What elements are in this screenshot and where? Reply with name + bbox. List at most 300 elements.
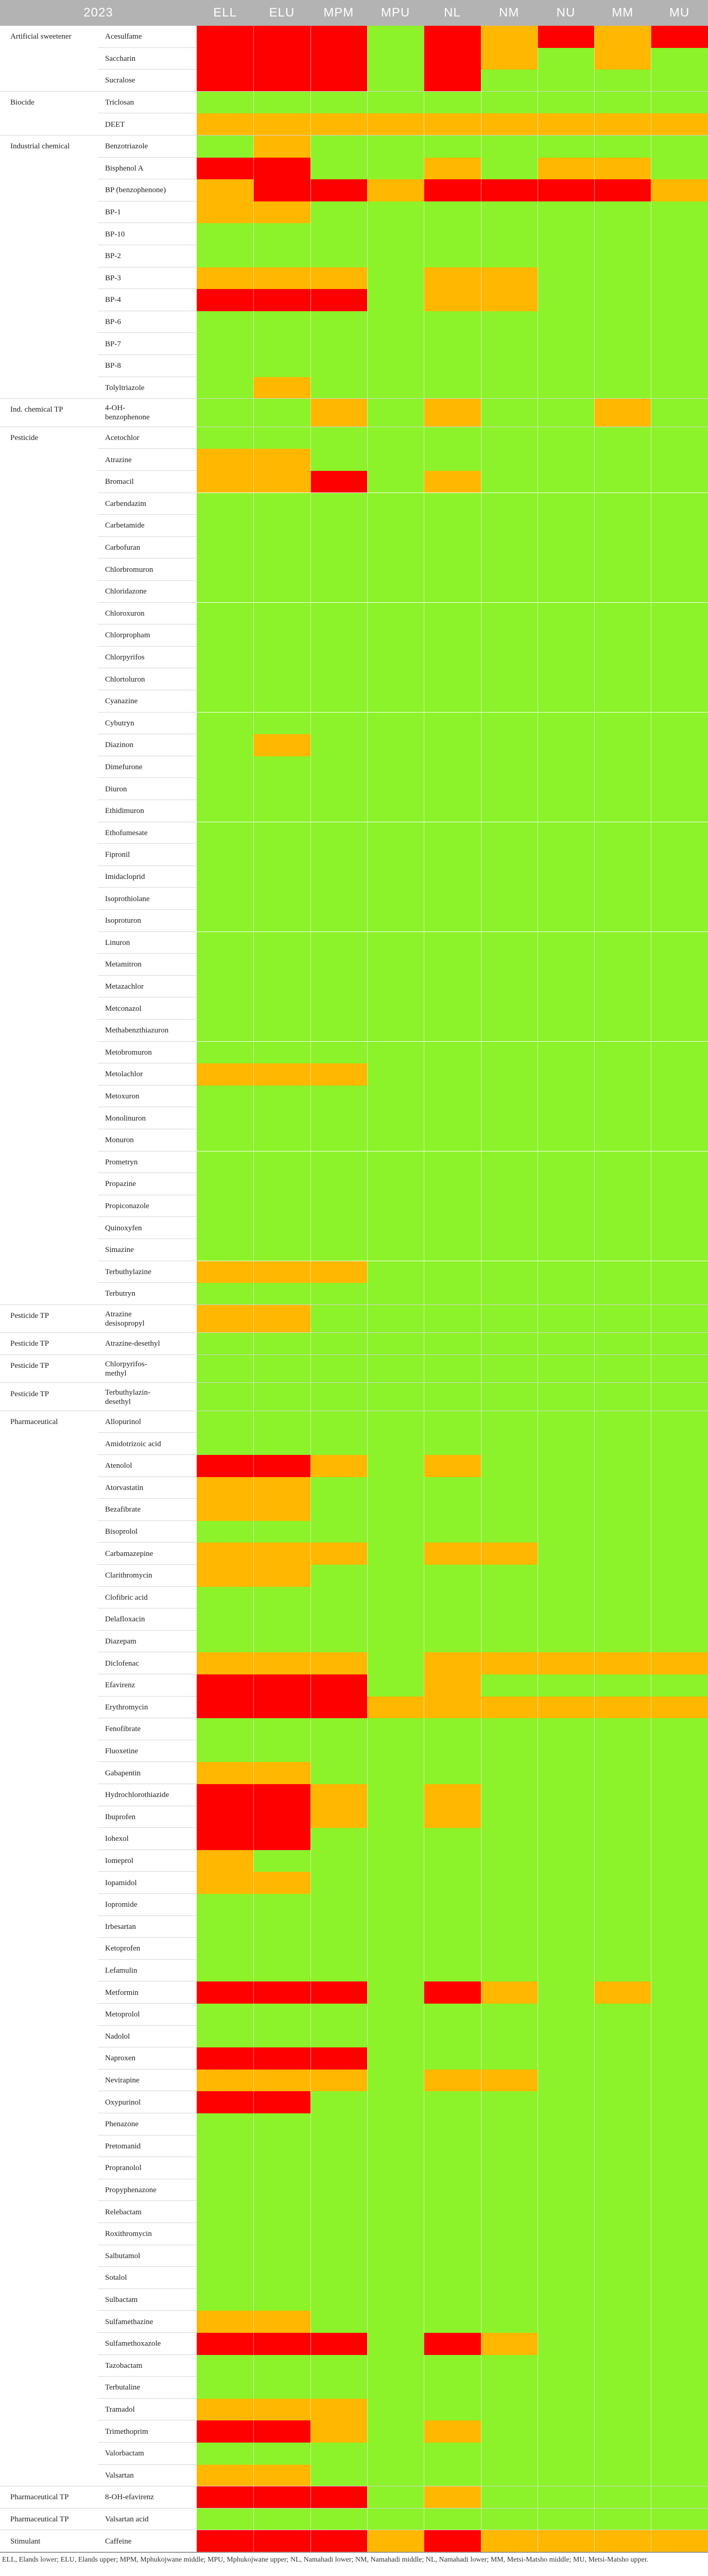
heat-cell-nl: [424, 976, 481, 998]
heat-cell-nl: [424, 1239, 481, 1261]
heat-cell-nu: [538, 647, 595, 669]
heat-cell-nm: [481, 289, 538, 311]
heat-cell-ell: [197, 2113, 254, 2136]
heat-cell-ell: [197, 2070, 254, 2092]
heat-cell-nu: [538, 2509, 595, 2531]
heat-cell-mpu: [367, 844, 424, 866]
heat-cell-mu: [651, 2311, 708, 2333]
heat-cell-mpu: [367, 1543, 424, 1565]
heat-cell-mpu: [367, 647, 424, 669]
category-label: [0, 1477, 98, 1499]
compound-label: Terbuthylazin- desethyl: [105, 1388, 151, 1406]
site-header-ell: ELL: [213, 6, 237, 20]
heat-cell-mpm: [310, 493, 368, 515]
heat-cell-mu: [651, 2136, 708, 2158]
heat-cell-nl: [424, 449, 481, 471]
heat-cell-nm: [481, 932, 538, 954]
table-row: [0, 624, 708, 647]
heat-cell-nu: [538, 2245, 595, 2267]
heat-cell-ell: [197, 734, 254, 756]
compound-label: Monuron: [105, 1136, 134, 1145]
heat-cell-mpu: [367, 1217, 424, 1239]
category-label: [0, 537, 98, 559]
heat-cell-mpm: [310, 800, 368, 822]
compound-label: Irbesartan: [105, 1922, 136, 1931]
heat-cell-nu: [538, 26, 595, 48]
category-label: [0, 333, 98, 355]
table-row: [0, 311, 708, 333]
heat-cell-mu: [651, 135, 708, 158]
heat-cell-elu: [253, 70, 310, 92]
table-row: [0, 201, 708, 224]
heat-cell-nm: [481, 1107, 538, 1129]
compound-label: Imidacloprid: [105, 872, 145, 881]
heat-cell-mm: [594, 581, 651, 603]
category-label: [0, 2070, 98, 2092]
table-row: [0, 1938, 708, 1960]
category-label: [0, 355, 98, 377]
compound-label: Relebactam: [105, 2208, 142, 2216]
compound-label: Simazine: [105, 1246, 134, 1255]
heat-cell-mpu: [367, 2289, 424, 2311]
table-row: [0, 844, 708, 866]
compound-label: Fipronil: [105, 851, 130, 859]
compound-label: Nadolol: [105, 2032, 130, 2041]
heat-cell-mpu: [367, 954, 424, 976]
table-row: [0, 1587, 708, 1609]
heat-cell-elu: [253, 1631, 310, 1653]
heat-cell-nm: [481, 954, 538, 976]
heat-cell-nm: [481, 2026, 538, 2048]
heat-cell-nl: [424, 800, 481, 822]
heat-cell-mpu: [367, 1960, 424, 1982]
heat-cell-mpm: [310, 1107, 368, 1129]
compound-label: Terbutryn: [105, 1290, 135, 1298]
heat-cell-mm: [594, 1828, 651, 1850]
heat-cell-mm: [594, 1806, 651, 1828]
heat-cell-nm: [481, 1674, 538, 1697]
heat-cell-mpm: [310, 713, 368, 735]
heat-cell-nu: [538, 223, 595, 245]
heat-cell-mm: [594, 2530, 651, 2552]
compound-label: Tazobactam: [105, 2361, 143, 2370]
heat-cell-mpm: [310, 1938, 368, 1960]
category-label: [0, 2245, 98, 2267]
heat-cell-nl: [424, 2113, 481, 2136]
heat-cell-nl: [424, 1652, 481, 1674]
heat-cell-nl: [424, 1674, 481, 1697]
heat-cell-mu: [651, 603, 708, 625]
heat-cell-nl: [424, 2245, 481, 2267]
heat-cell-nm: [481, 2420, 538, 2443]
heat-cell-nu: [538, 734, 595, 756]
heat-cell-mm: [594, 713, 651, 735]
table-row: [0, 427, 708, 449]
heat-cell-mu: [651, 1195, 708, 1217]
year-header: 2023: [83, 6, 113, 20]
heat-cell-nm: [481, 1261, 538, 1283]
heat-cell-nu: [538, 1283, 595, 1305]
heat-cell-ell: [197, 1521, 254, 1543]
heat-cell-ell: [197, 603, 254, 625]
heat-cell-ell: [197, 2333, 254, 2355]
category-label: [0, 1631, 98, 1653]
category-label: [0, 1433, 98, 1455]
heat-cell-elu: [253, 1762, 310, 1784]
heat-cell-elu: [253, 537, 310, 559]
heat-cell-mpm: [310, 1355, 368, 1383]
compound-label: Propranolol: [105, 2164, 142, 2173]
heat-cell-mpm: [310, 1333, 368, 1355]
heat-cell-mpu: [367, 2399, 424, 2421]
heat-cell-nu: [538, 1762, 595, 1784]
heat-cell-mpu: [367, 311, 424, 333]
heat-cell-mu: [651, 1217, 708, 1239]
compound-label: BP-10: [105, 230, 125, 239]
heat-cell-mpu: [367, 2355, 424, 2377]
heat-cell-mpu: [367, 1305, 424, 1333]
heat-cell-elu: [253, 179, 310, 201]
site-header-nl: NL: [443, 6, 461, 20]
heat-cell-nl: [424, 2465, 481, 2487]
heat-cell-mm: [594, 1960, 651, 1982]
table-row: [0, 1718, 708, 1740]
heat-cell-mu: [651, 690, 708, 713]
category-label: [0, 1872, 98, 1894]
compound-label: Atrazine desisopropyl: [105, 1310, 145, 1328]
heat-cell-nu: [538, 954, 595, 976]
heat-cell-mpm: [310, 1543, 368, 1565]
heat-cell-mpm: [310, 1806, 368, 1828]
compound-label: Linuron: [105, 938, 130, 947]
heat-cell-ell: [197, 1828, 254, 1850]
heat-cell-nl: [424, 558, 481, 581]
heat-cell-elu: [253, 1355, 310, 1383]
heat-cell-elu: [253, 2004, 310, 2026]
heat-cell-mpm: [310, 2399, 368, 2421]
heat-cell-nl: [424, 997, 481, 1020]
heat-cell-nm: [481, 427, 538, 449]
heat-cell-elu: [253, 2245, 310, 2267]
heat-cell-mpu: [367, 1521, 424, 1543]
heat-cell-mpm: [310, 690, 368, 713]
heat-cell-ell: [197, 2443, 254, 2465]
heat-cell-mu: [651, 1762, 708, 1784]
category-label: Pesticide TP: [10, 1389, 49, 1398]
compound-label: Propazine: [105, 1180, 136, 1189]
heat-cell-mpu: [367, 1129, 424, 1151]
heat-cell-mpm: [310, 1565, 368, 1587]
heat-cell-mpu: [367, 2311, 424, 2333]
heat-cell-nu: [538, 1806, 595, 1828]
heat-cell-mm: [594, 26, 651, 48]
heat-cell-nm: [481, 2289, 538, 2311]
category-label: Pharmaceutical TP: [10, 2515, 69, 2524]
category-label: [0, 581, 98, 603]
heat-cell-mpm: [310, 734, 368, 756]
heat-cell-ell: [197, 2465, 254, 2487]
heat-cell-mu: [651, 399, 708, 427]
heat-cell-ell: [197, 822, 254, 844]
heat-cell-mm: [594, 92, 651, 114]
heat-cell-mpm: [310, 2070, 368, 2092]
heat-cell-ell: [197, 158, 254, 180]
heat-cell-nl: [424, 690, 481, 713]
table-row: [0, 1195, 708, 1217]
heat-cell-mu: [651, 333, 708, 355]
heat-cell-nm: [481, 1762, 538, 1784]
heat-cell-elu: [253, 223, 310, 245]
heat-cell-nm: [481, 910, 538, 932]
heat-cell-elu: [253, 690, 310, 713]
heat-cell-nm: [481, 1433, 538, 1455]
heat-cell-mpu: [367, 289, 424, 311]
heat-cell-mpu: [367, 800, 424, 822]
heat-cell-mu: [651, 647, 708, 669]
table-row: [0, 267, 708, 290]
heat-cell-mpu: [367, 1173, 424, 1195]
heat-cell-nu: [538, 1020, 595, 1042]
heat-cell-mm: [594, 1652, 651, 1674]
heat-cell-nl: [424, 1042, 481, 1064]
heat-cell-nm: [481, 1129, 538, 1151]
heat-cell-mpu: [367, 1239, 424, 1261]
heat-cell-mm: [594, 778, 651, 800]
heat-cell-nm: [481, 1850, 538, 1872]
heat-cell-mpm: [310, 1283, 368, 1305]
heat-cell-nu: [538, 1063, 595, 1086]
table-row: [0, 2355, 708, 2377]
heat-cell-mpu: [367, 888, 424, 910]
category-label: [0, 2267, 98, 2289]
heat-cell-ell: [197, 1195, 254, 1217]
compound-label: BP-3: [105, 274, 121, 282]
heat-cell-nm: [481, 976, 538, 998]
header-row: [0, 0, 708, 26]
heat-cell-mpm: [310, 399, 368, 427]
heat-cell-elu: [253, 603, 310, 625]
heat-cell-mu: [651, 778, 708, 800]
compound-label: Lefamulin: [105, 1967, 137, 1975]
heat-cell-ell: [197, 1565, 254, 1587]
heat-cell-elu: [253, 245, 310, 267]
compound-label: Diazepam: [105, 1637, 136, 1646]
heat-cell-mm: [594, 179, 651, 201]
heat-cell-ell: [197, 997, 254, 1020]
heat-cell-mpm: [310, 1652, 368, 1674]
heat-cell-nl: [424, 267, 481, 290]
category-label: [0, 1173, 98, 1195]
heat-cell-mm: [594, 647, 651, 669]
compound-label: Carbamazepine: [105, 1549, 153, 1558]
heat-cell-mu: [651, 1608, 708, 1631]
heat-cell-elu: [253, 1850, 310, 1872]
heat-cell-mpm: [310, 2245, 368, 2267]
table-row: [0, 690, 708, 713]
heat-cell-elu: [253, 822, 310, 844]
category-label: [0, 910, 98, 932]
compound-label: Valsartan: [105, 2471, 134, 2480]
table-row: [0, 1129, 708, 1151]
heat-cell-nu: [538, 1608, 595, 1631]
heat-cell-nu: [538, 267, 595, 290]
heat-cell-nm: [481, 822, 538, 844]
heat-cell-mu: [651, 2267, 708, 2289]
table-row: [0, 2289, 708, 2311]
heat-cell-ell: [197, 690, 254, 713]
heat-cell-elu: [253, 2113, 310, 2136]
heat-cell-elu: [253, 1718, 310, 1740]
table-row: [0, 48, 708, 70]
heat-cell-nm: [481, 603, 538, 625]
table-row: [0, 158, 708, 180]
heat-cell-elu: [253, 932, 310, 954]
category-label: [0, 2201, 98, 2223]
heat-cell-nu: [538, 1261, 595, 1283]
heat-cell-mu: [651, 2157, 708, 2179]
category-label: [0, 1499, 98, 1521]
heat-cell-ell: [197, 1063, 254, 1086]
heat-cell-elu: [253, 1652, 310, 1674]
heat-cell-elu: [253, 1938, 310, 1960]
heat-cell-elu: [253, 1151, 310, 1174]
heat-cell-nl: [424, 2333, 481, 2355]
table-row: [0, 866, 708, 888]
heat-cell-elu: [253, 1543, 310, 1565]
heat-cell-mm: [594, 1608, 651, 1631]
heat-cell-mu: [651, 1938, 708, 1960]
compound-label: Metconazol: [105, 1004, 142, 1013]
heat-cell-mm: [594, 70, 651, 92]
heat-cell-mm: [594, 844, 651, 866]
heat-cell-mpu: [367, 2530, 424, 2552]
heat-cell-elu: [253, 2509, 310, 2531]
heat-cell-nl: [424, 668, 481, 690]
heat-cell-mm: [594, 1697, 651, 1719]
heat-cell-nl: [424, 1608, 481, 1631]
heat-cell-mm: [594, 603, 651, 625]
heat-cell-mm: [594, 1217, 651, 1239]
heat-cell-mm: [594, 113, 651, 135]
heat-cell-mm: [594, 1455, 651, 1477]
heat-cell-ell: [197, 866, 254, 888]
heat-cell-nl: [424, 377, 481, 399]
heat-cell-nm: [481, 2245, 538, 2267]
heat-cell-mm: [594, 932, 651, 954]
heat-cell-nl: [424, 2136, 481, 2158]
heat-cell-nl: [424, 954, 481, 976]
heat-cell-mm: [594, 888, 651, 910]
heat-cell-mpu: [367, 1718, 424, 1740]
heat-cell-mm: [594, 2289, 651, 2311]
heat-cell-mpu: [367, 1740, 424, 1762]
compound-label: Naproxen: [105, 2054, 136, 2063]
heat-cell-mu: [651, 201, 708, 224]
heat-cell-nl: [424, 2530, 481, 2552]
heat-cell-mu: [651, 2465, 708, 2487]
heat-cell-mu: [651, 1565, 708, 1587]
heat-cell-nl: [424, 1565, 481, 1587]
heat-cell-nm: [481, 1608, 538, 1631]
heat-cell-nm: [481, 668, 538, 690]
compound-label: Iopromide: [105, 1901, 137, 1909]
heat-cell-ell: [197, 245, 254, 267]
heat-cell-mpu: [367, 976, 424, 998]
heat-cell-ell: [197, 427, 254, 449]
heat-cell-mpu: [367, 822, 424, 844]
table-row: [0, 2179, 708, 2201]
table-row: [0, 1499, 708, 1521]
category-label: [0, 48, 98, 70]
heat-cell-elu: [253, 2157, 310, 2179]
heat-cell-nu: [538, 2399, 595, 2421]
heat-cell-ell: [197, 1411, 254, 1433]
heat-cell-mpu: [367, 1355, 424, 1383]
heat-cell-mm: [594, 756, 651, 778]
category-label: [0, 2333, 98, 2355]
heat-cell-mpu: [367, 1872, 424, 1894]
category-label: [0, 1784, 98, 1806]
heat-cell-mu: [651, 1477, 708, 1499]
category-label: [0, 2420, 98, 2443]
compound-label: Iohexol: [105, 1835, 129, 1843]
heat-cell-mu: [651, 1086, 708, 1108]
heat-cell-mpu: [367, 690, 424, 713]
heat-cell-nl: [424, 1305, 481, 1333]
heat-cell-elu: [253, 2201, 310, 2223]
heat-cell-mpm: [310, 1042, 368, 1064]
heat-cell-mpm: [310, 515, 368, 537]
category-label: [0, 1521, 98, 1543]
heat-cell-mpm: [310, 1608, 368, 1631]
compound-label: Ibuprofen: [105, 1812, 136, 1821]
compound-label: Allopurinol: [105, 1418, 141, 1427]
heat-cell-nu: [538, 427, 595, 449]
heat-cell-mm: [594, 2201, 651, 2223]
heat-cell-elu: [253, 289, 310, 311]
category-label: [0, 624, 98, 647]
heat-cell-elu: [253, 377, 310, 399]
table-row: [0, 713, 708, 735]
category-label: [0, 603, 98, 625]
table-row: [0, 954, 708, 976]
heat-cell-nu: [538, 1894, 595, 1916]
heat-cell-elu: [253, 311, 310, 333]
heat-cell-mpm: [310, 1916, 368, 1938]
heat-cell-ell: [197, 1433, 254, 1455]
heat-cell-ell: [197, 1916, 254, 1938]
heat-cell-nl: [424, 1631, 481, 1653]
heat-cell-nl: [424, 2223, 481, 2245]
compound-label: Atrazine-desethyl: [105, 1340, 160, 1348]
heat-cell-mu: [651, 2443, 708, 2465]
heat-cell-nl: [424, 1261, 481, 1283]
table-row: [0, 1916, 708, 1938]
heat-cell-nm: [481, 1283, 538, 1305]
heat-cell-mu: [651, 515, 708, 537]
heat-cell-nm: [481, 2004, 538, 2026]
heat-cell-nm: [481, 1020, 538, 1042]
heat-cell-mm: [594, 2113, 651, 2136]
heat-cell-mu: [651, 668, 708, 690]
heat-cell-nm: [481, 92, 538, 114]
heat-cell-nm: [481, 267, 538, 290]
heat-cell-mpu: [367, 1151, 424, 1174]
table-row: [0, 1333, 708, 1355]
heat-cell-mm: [594, 1894, 651, 1916]
heat-cell-elu: [253, 1608, 310, 1631]
column-divider: [310, 26, 311, 2552]
